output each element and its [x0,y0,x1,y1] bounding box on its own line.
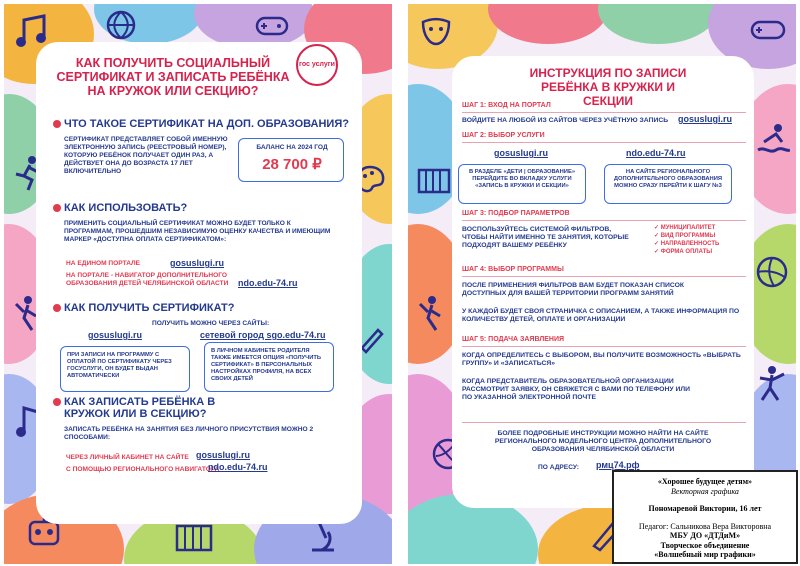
divider [462,220,746,221]
step-5-text-1: КОГДА ОПРЕДЕЛИТЕСЬ С ВЫБОРОМ, ВЫ ПОЛУЧИТЕ ВОЗМОЖНОСТЬ «ВЫБРАТЬ ГРУППУ» И «ЗАПИСАТЬСЯ» [462,352,741,367]
step-1-text: ВОЙДИТЕ НА ЛЮБОЙ ИЗ САЙТОВ ЧЕРЕЗ УЧЁТНУЮ ЗАПИСЬ [462,117,669,124]
link-ndo[interactable]: ndo.edu-74.ru [238,278,298,288]
certificate-description: СЕРТИФИКАТ ПРЕДСТАВЛЯЕТ СОБОЙ ИМЕННУЮ ЭЛЕКТРОННУЮ ЗАПИСЬ (РЕЕСТРОВЫЙ НОМЕР), КОТОРУЮ РЕБЁНОК ПОЛУЧАЕТ ОДИН РАЗ, А ДЕЙСТВУЕТ ОНА ДО ВОЗРАСТА 17 ЛЕТ ВКЛЮЧИТЕЛЬНО [64,136,228,175]
gamepad-icon [748,12,788,48]
step-3-text: ВОСПОЛЬЗУЙТЕСЬ СИСТЕМОЙ ФИЛЬТРОВ, ЧТОБЫ НАЙТИ ИМЕННО ТЕ ЗАНЯТИЯ, КОТОРЫЕ ПОДХОДЯТ ВАШЕМУ РЕБЁНКУ [462,226,629,249]
teacher: Педагог: Сальникова Вера Викторовна [638,521,772,531]
filter-label: ФОРМА ОПЛАТЫ [660,249,713,255]
poster-left [4,4,392,564]
section-heading-what: ЧТО ТАКОЕ СЕРТИФИКАТ НА ДОП. ОБРАЗОВАНИЯ? [64,118,364,130]
filter-list [654,224,744,256]
filter-item: ✓ ФОРМА ОПЛАТЫ [654,249,713,255]
bullet-navigator-label: НА ПОРТАЛЕ - НАВИГАТОР ДОПОЛНИТЕЛЬНОГО ОБРАЗОВАНИЯ ДЕТЕЙ ЧЕЛЯБИНСКОЙ ОБЛАСТИ [66,272,229,287]
instruction-title: ИНСТРУКЦИЯ ПО ЗАПИСИ РЕБЁНКА В КРУЖКИ И СЕКЦИИ [529,66,687,108]
footer-address-label: ПО АДРЕСУ: [538,464,580,471]
deco-blob [488,4,608,44]
link-ndo[interactable]: ndo.edu-74.ru [626,148,686,158]
divider [462,422,746,423]
filter-label: НАПРАВЛЕННОСТЬ [660,241,720,247]
association: Творческое объединение [660,540,750,550]
info-box [604,164,732,204]
balance-box [238,138,344,182]
link-ndo[interactable]: ndo.edu-74.ru [208,462,268,472]
work-title: «Хорошее будущее детям» [657,477,753,486]
page-title: КАК ПОЛУЧИТЬ СОЦИАЛЬНЫЙ СЕРТИФИКАТ И ЗАПИСАТЬ РЕБЁНКА НА КРУЖОК ИЛИ СЕКЦИЮ? [56,56,290,98]
volleyball-icon [754,254,790,290]
link-sgo[interactable]: сетевой город sgo.edu-74.ru [200,330,326,340]
footer-text: БОЛЕЕ ПОДРОБНЫЕ ИНСТРУКЦИИ МОЖНО НАЙТИ НА САЙТЕ РЕГИОНАЛЬНОГО МОДЕЛЬНОГО ЦЕНТРА ДОПОЛНИТЕЛЬНОГО ОБРАЗОВАНИЯ ЧЕЛЯБИНСКОЙ ОБЛАСТИ [494,430,712,453]
work-subtitle: Векторная графика [671,486,739,496]
link-gosuslugi[interactable]: gosuslugi.ru [678,114,732,124]
divider [462,346,746,347]
step-4-text-2: У КАЖДОЙ БУДЕТ СВОЯ СТРАНИЧКА С ОПИСАНИЕМ, А ТАКЖЕ ИНФОРМАЦИЯ ПО КОЛИЧЕСТВУ ДЕТЕЙ, ОПЛАТЕ И ОРГАНИЗАЦИИ [462,308,740,323]
author: Пономаревой Виктории, 16 лет [648,504,762,513]
swimmer-icon [754,120,790,160]
bullet-portal-label: НА ЕДИНОМ ПОРТАЛЕ [66,260,141,267]
step-5-label: ШАГ 5: ПОДАЧА ЗАЯВЛЕНИЯ [462,336,565,343]
balance-label: БАЛАНС НА 2024 ГОД [256,144,328,151]
section-heading-enroll: КАК ЗАПИСАТЬ РЕБЁНКА В КРУЖОК ИЛИ В СЕКЦИЮ? [64,396,264,420]
step-4-label: ШАГ 4: ВЫБОР ПРОГРАММЫ [462,266,564,273]
info-box-text: НА САЙТЕ РЕГИОНАЛЬНОГО ДОПОЛНИТЕЛЬНОГО ОБРАЗОВАНИЯ МОЖНО СРАЗУ ПЕРЕЙТИ К ШАГУ №3 [613,169,723,189]
piano-icon [416,164,452,200]
section-heading-use: КАК ИСПОЛЬЗОВАТЬ? [64,202,324,214]
step-1-label: ШАГ 1: ВХОД НА ПОРТАЛ [462,102,551,109]
step-4-text-1: ПОСЛЕ ПРИМЕНЕНИЯ ФИЛЬТРОВ ВАМ БУДЕТ ПОКАЗАН СПИСОК ДОСТУПНЫХ ДЛЯ ВАШЕЙ ТЕРРИТОРИИ ПРОГРАММ ЗАНЯТИЙ [462,282,685,297]
use-description: ПРИМЕНИТЬ СОЦИАЛЬНЫЙ СЕРТИФИКАТ МОЖНО БУДЕТ ТОЛЬКО К ПРОГРАММАМ, ПРОШЕДШИМ НЕЗАВИСИМУЮ ОЦЕНКУ КАЧЕСТВА И ИМЕЮЩИМ МАРКЕР «ДОСТУПНА ОПЛАТА СЕРТИФИКАТОМ»: [64,220,331,243]
bullet-navigator-label: С ПОМОЩЬЮ РЕГИОНАЛЬНОГО НАВИГАТОРА [66,466,220,473]
link-gosuslugi[interactable]: gosuslugi.ru [170,258,224,268]
link-rmc[interactable]: рмц74.рф [596,460,640,470]
info-box [60,346,190,392]
gosuslugi-logo [296,44,338,86]
filter-item: ✓ МУНИЦИПАЛИТЕТ [654,225,716,231]
link-gosuslugi[interactable]: gosuslugi.ru [494,148,548,158]
logo-text: гос услуги [299,61,335,68]
filter-item: ✓ ВИД ПРОГРАММЫ [654,233,716,239]
info-box-text: В ЛИЧНОМ КАБИНЕТЕ РОДИТЕЛЯ ТАКЖЕ ИМЕЕТСЯ ОПЦИЯ «ПОЛУЧИТЬ СЕРТИФИКАТ» В ПЕРСОНАЛЬНЫХ НАСТРОЙКАХ ПРОФИЛЯ, НА ВСЕХ СВОИХ ДЕТЕЙ [211,348,322,382]
signature-box [612,470,798,564]
get-intro: ПОЛУЧИТЬ МОЖНО ЧЕРЕЗ САЙТЫ: [152,320,270,327]
gamepad-icon [254,10,290,40]
globe-icon [104,8,138,42]
info-box-text: В РАЗДЕЛЕ «ДЕТИ | ОБРАЗОВАНИЕ» ПЕРЕЙДИТЕ ВО ВКЛАДКУ УСЛУГИ «ЗАПИСЬ В КРУЖКИ И СЕКЦИИ» [468,169,576,189]
organization: МБУ ДО «ДТДиМ» [669,531,741,540]
step-5-text-2: КОГДА ПРЕДСТАВИТЕЛЬ ОБРАЗОВАТЕЛЬНОЙ ОРГАНИЗАЦИИ РАССМОТРИТ ЗАЯВКУ, ОН СВЯЖЕТСЯ С ВАМИ ПО ТЕЛЕФОНУ ИЛИ ПО УКАЗАННОЙ ЭЛЕКТРОННОЙ ПОЧТЕ [462,378,691,401]
section-heading-get: КАК ПОЛУЧИТЬ СЕРТИФИКАТ? [64,302,324,314]
enroll-description: ЗАПИСАТЬ РЕБЁНКА НА ЗАНЯТИЯ БЕЗ ЛИЧНОГО ПРИСУТСТВИЯ МОЖНО 2 СПОСОБАМИ: [64,426,314,441]
balance-value: 28 700 ₽ [262,156,322,173]
info-box-text: ПРИ ЗАПИСИ НА ПРОГРАММУ С ОПЛАТОЙ ПО СЕРТИФИКАТУ ЧЕРЕЗ ГОСУСЛУГИ, ОН БУДЕТ ВЫДАН АВТОМАТИЧЕСКИ [67,352,172,379]
link-gosuslugi[interactable]: gosuslugi.ru [88,330,142,340]
filter-label: ВИД ПРОГРАММЫ [660,233,716,239]
climber-icon [416,294,448,334]
divider [462,112,746,113]
divider [462,142,746,143]
step-2-label: ШАГ 2: ВЫБОР УСЛУГИ [462,132,545,139]
piano-icon [174,522,214,554]
deco-blob [598,4,718,44]
filter-label: МУНИЦИПАЛИТЕТ [660,225,716,231]
divider [462,276,746,277]
step-3-label: ШАГ 3: ПОДБОР ПАРАМЕТРОВ [462,210,570,217]
dancer-icon [754,364,790,404]
bullet-cabinet-label: ЧЕРЕЗ ЛИЧНЫЙ КАБИНЕТ НА САЙТЕ [66,454,189,461]
info-box [204,342,334,392]
filter-item: ✓ НАПРАВЛЕННОСТЬ [654,241,720,247]
link-gosuslugi[interactable]: gosuslugi.ru [196,450,250,460]
info-box [458,164,586,204]
association-name: «Волшебный мир графики» [654,550,756,559]
mask-icon [418,14,454,50]
